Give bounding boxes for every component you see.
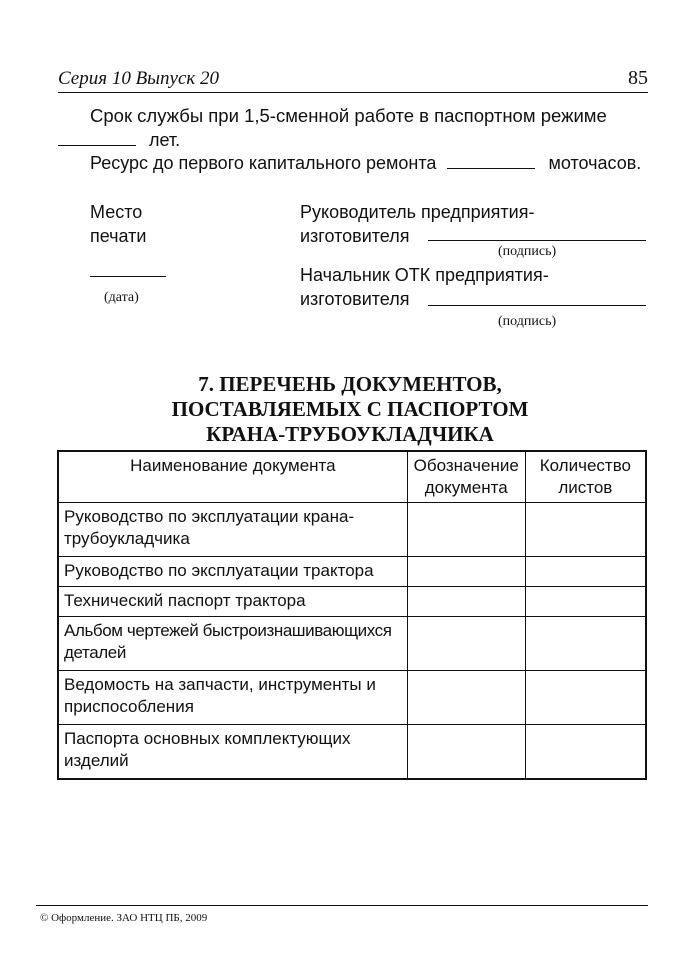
qc-head-line-1: Начальник ОТК предприятия- (300, 265, 549, 285)
hours-blank (447, 152, 535, 169)
section-title-line-2: ПОСТАВЛЯЕМЫХ С ПАСПОРТОМ (171, 397, 529, 421)
document-designation (407, 503, 525, 557)
page-number: 85 (628, 67, 648, 89)
section-title (0, 372, 700, 447)
qc-signature-blank (428, 305, 646, 306)
document-sheets (525, 587, 646, 617)
service-life-years-line (58, 129, 180, 151)
footer-copyright: © Оформление. ЗАО НТЦ ПБ, 2009 (40, 912, 208, 924)
table-row (58, 503, 646, 557)
table-header-row (58, 451, 646, 503)
footer-rule (36, 905, 648, 906)
document-sheets (525, 671, 646, 725)
years-blank (58, 129, 136, 146)
service-life-line: Срок службы при 1,5-сменной работе в паспортном режиме (90, 105, 607, 126)
document-name: Руководство по эксплуатации трактора (58, 557, 407, 587)
resource-label: Ресурс до первого капитального ремонта (90, 153, 437, 173)
date-blank (90, 276, 166, 277)
stamp-place-line-2: печати (90, 226, 147, 246)
page-header (58, 64, 648, 93)
document-name: Руководство по эксплуатации крана-трубоукладчика (58, 503, 407, 557)
document-sheets (525, 617, 646, 671)
date-label: (дата) (104, 290, 139, 305)
table-row (58, 617, 646, 671)
document-name: Паспорта основных комплектующих изделий (58, 725, 407, 779)
manufacturer-signature-blank (428, 240, 646, 241)
manufacturer-head-line-1: Руководитель предприятия- (300, 202, 535, 222)
years-label: лет. (149, 130, 181, 150)
document-name: Альбом чертежей быстроизнашивающихся деталей (58, 617, 407, 671)
document-sheets (525, 557, 646, 587)
document-designation (407, 725, 525, 779)
signature-label-1: (подпись) (498, 244, 557, 259)
documents-table (57, 450, 647, 780)
table-row (58, 587, 646, 617)
document-sheets (525, 503, 646, 557)
qc-head-line-2: изготовителя (300, 289, 410, 309)
qc-head (300, 263, 549, 311)
section-title-line-3: КРАНА-ТРУБОУКЛАДЧИКА (206, 422, 494, 446)
document-designation (407, 587, 525, 617)
document-designation (407, 557, 525, 587)
document-designation (407, 617, 525, 671)
document-sheets (525, 725, 646, 779)
column-header-sheets: Количество листов (525, 451, 646, 503)
document-name: Ведомость на запчасти, инструменты и приспособления (58, 671, 407, 725)
stamp-place-line-1: Место (90, 202, 143, 222)
resource-line (90, 152, 641, 174)
document-name: Технический паспорт трактора (58, 587, 407, 617)
signature-label-2: (подпись) (498, 314, 557, 329)
column-header-designation: Обозначение документа (407, 451, 525, 503)
table-row (58, 725, 646, 779)
document-designation (407, 671, 525, 725)
hours-label: моточасов. (548, 153, 642, 173)
column-header-name: Наименование документа (58, 451, 407, 503)
manufacturer-head-line-2: изготовителя (300, 226, 410, 246)
section-title-line-1: 7. ПЕРЕЧЕНЬ ДОКУМЕНТОВ, (198, 372, 502, 396)
table-row (58, 671, 646, 725)
table-row (58, 557, 646, 587)
stamp-place (90, 200, 146, 248)
series-label: Серия 10 Выпуск 20 (58, 68, 220, 89)
